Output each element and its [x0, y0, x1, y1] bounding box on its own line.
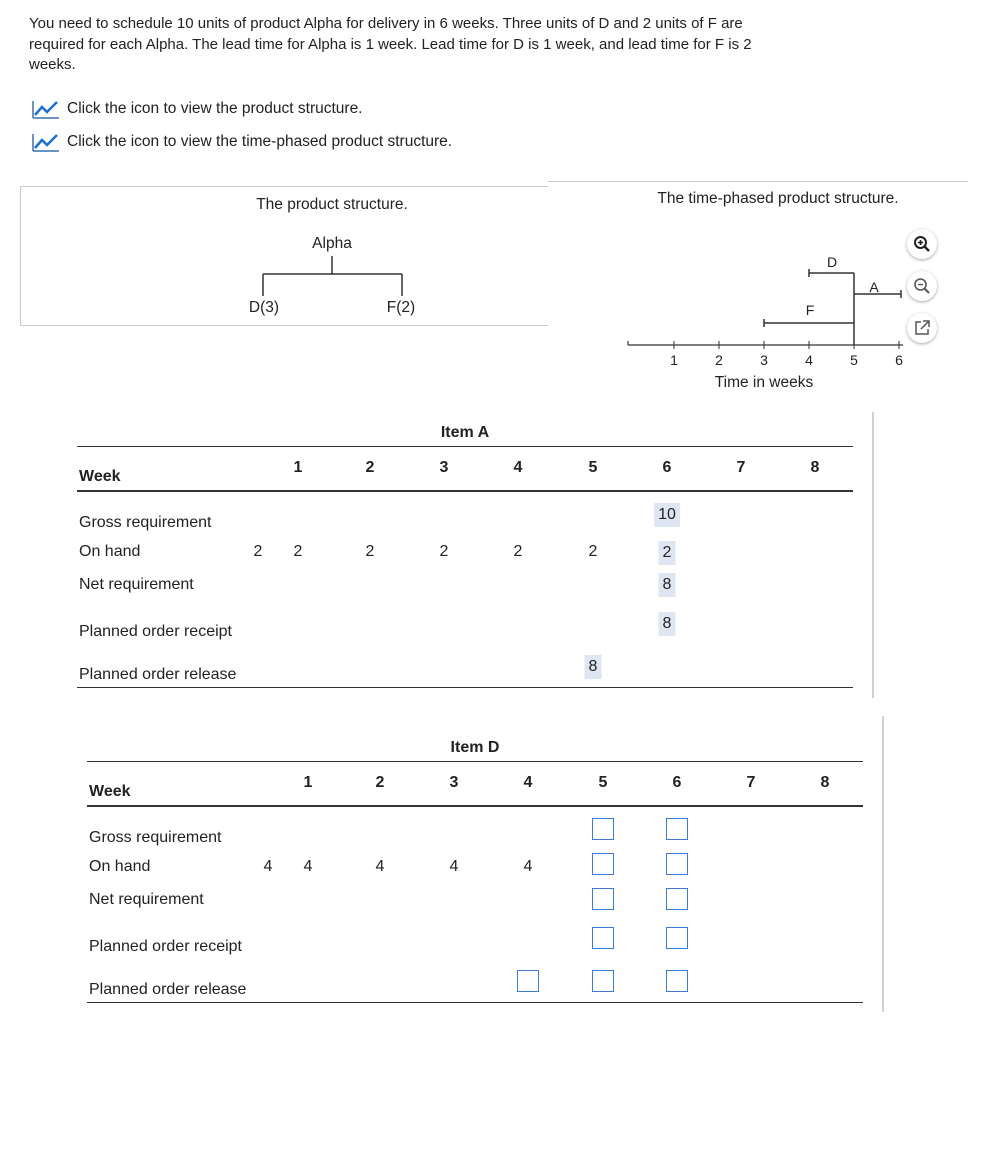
row-label-receipt: Planned order receipt: [79, 623, 232, 640]
week-header: 5: [598, 774, 608, 791]
row-label-release: Planned order release: [79, 666, 237, 683]
receipt-input-w5[interactable]: [592, 927, 614, 949]
tick-label: 4: [805, 352, 813, 368]
scroll-divider: [882, 716, 884, 1012]
week-header: 3: [439, 459, 449, 476]
release-input-w5[interactable]: [592, 970, 614, 992]
initial-on-hand: 4: [263, 858, 273, 875]
week-header: 4: [513, 459, 523, 476]
bar-label-a: A: [869, 279, 879, 295]
product-tree-lines: [255, 254, 415, 299]
week-label: Week: [89, 783, 131, 800]
on-hand-cell: 2: [588, 543, 598, 560]
open-external-button[interactable]: [907, 313, 937, 343]
row-label-net: Net requirement: [79, 576, 194, 593]
time-phased-title: The time-phased product structure.: [657, 190, 899, 207]
net-req-input-w6[interactable]: [666, 888, 688, 910]
axis-label: Time in weeks: [714, 374, 814, 391]
gross-req-answer: 10: [654, 503, 680, 527]
item-a-title: Item A: [440, 424, 490, 441]
on-hand-cell: 2: [293, 543, 303, 560]
view-product-structure-link[interactable]: [31, 98, 363, 120]
tick-label: 6: [895, 352, 903, 368]
view-time-phased-link[interactable]: [31, 131, 452, 153]
week-header: 4: [523, 774, 533, 791]
gross-req-input-w5[interactable]: [592, 818, 614, 840]
row-label-receipt: Planned order receipt: [89, 938, 242, 955]
table-rule: [87, 805, 863, 807]
row-label-on-hand: On hand: [79, 543, 141, 560]
on-hand-cell: 4: [449, 858, 459, 875]
row-label-gross: Gross requirement: [79, 514, 212, 531]
row-label-net: Net requirement: [89, 891, 204, 908]
on-hand-cell: 4: [375, 858, 385, 875]
on-hand-cell: 4: [523, 858, 533, 875]
week-header: 7: [746, 774, 756, 791]
problem-statement: You need to schedule 10 units of product Alpha for delivery in 6 weeks. Three units of D and 2 units of F are required for each Alpha. The lead time for Alpha is 1 week. Lead time for D is 1 week, and lead time for F is 2 weeks.: [29, 15, 752, 73]
row-label-release: Planned order release: [89, 981, 247, 998]
table-rule: [87, 761, 863, 762]
on-hand-input-w5[interactable]: [592, 853, 614, 875]
scroll-divider: [872, 412, 874, 698]
on-hand-cell: 2: [513, 543, 523, 560]
week-header: 6: [662, 459, 672, 476]
on-hand-cell: 2: [365, 543, 375, 560]
week-header: 5: [588, 459, 598, 476]
release-answer: 8: [585, 655, 602, 679]
on-hand-input-w6[interactable]: [666, 853, 688, 875]
on-hand-cell: 4: [303, 858, 313, 875]
bar-label-f: F: [805, 302, 815, 318]
receipt-answer: 8: [659, 612, 676, 636]
time-phased-divider: [548, 181, 968, 182]
week-header: 2: [365, 459, 375, 476]
zoom-in-button[interactable]: [907, 229, 937, 259]
link-label[interactable]: Click the icon to view the time-phased product structure.: [67, 133, 453, 150]
week-header: 1: [303, 774, 313, 791]
table-rule: [87, 1002, 863, 1003]
week-header: 3: [449, 774, 459, 791]
external-link-icon: [913, 319, 931, 337]
table-rule: [77, 446, 853, 447]
week-header: 7: [736, 459, 746, 476]
gross-req-input-w6[interactable]: [666, 818, 688, 840]
week-header: 8: [810, 459, 820, 476]
row-label-on-hand: On hand: [89, 858, 151, 875]
week-header: 8: [820, 774, 830, 791]
on-hand-cell: 2: [439, 543, 449, 560]
week-header: 2: [375, 774, 385, 791]
time-phased-chart: [620, 250, 910, 355]
tree-root-alpha: Alpha: [312, 235, 352, 252]
zoom-in-icon: [913, 235, 931, 253]
week-label: Week: [79, 468, 121, 485]
bar-label-d: D: [826, 254, 838, 270]
receipt-input-w6[interactable]: [666, 927, 688, 949]
link-label[interactable]: Click the icon to view the product structure.: [67, 100, 363, 117]
chart-icon: [31, 98, 61, 120]
net-req-input-w5[interactable]: [592, 888, 614, 910]
release-input-w4[interactable]: [517, 970, 539, 992]
net-req-answer: 8: [659, 573, 676, 597]
table-rule: [77, 490, 853, 492]
zoom-out-button[interactable]: [907, 271, 937, 301]
week-header: 1: [293, 459, 303, 476]
row-label-gross: Gross requirement: [89, 829, 222, 846]
on-hand-answer: 2: [659, 541, 676, 565]
tick-label: 2: [715, 352, 723, 368]
week-header: 6: [672, 774, 682, 791]
product-structure-title: The product structure.: [256, 196, 408, 213]
tree-child-d: D(3): [248, 299, 280, 316]
item-d-title: Item D: [450, 739, 500, 756]
tick-label: 1: [670, 352, 678, 368]
table-rule: [77, 687, 853, 688]
tick-label: 3: [760, 352, 768, 368]
zoom-out-icon: [913, 277, 931, 295]
tick-label: 5: [850, 352, 858, 368]
initial-on-hand: 2: [253, 543, 263, 560]
release-input-w6[interactable]: [666, 970, 688, 992]
tree-child-f: F(2): [386, 299, 416, 316]
chart-icon: [31, 131, 61, 153]
